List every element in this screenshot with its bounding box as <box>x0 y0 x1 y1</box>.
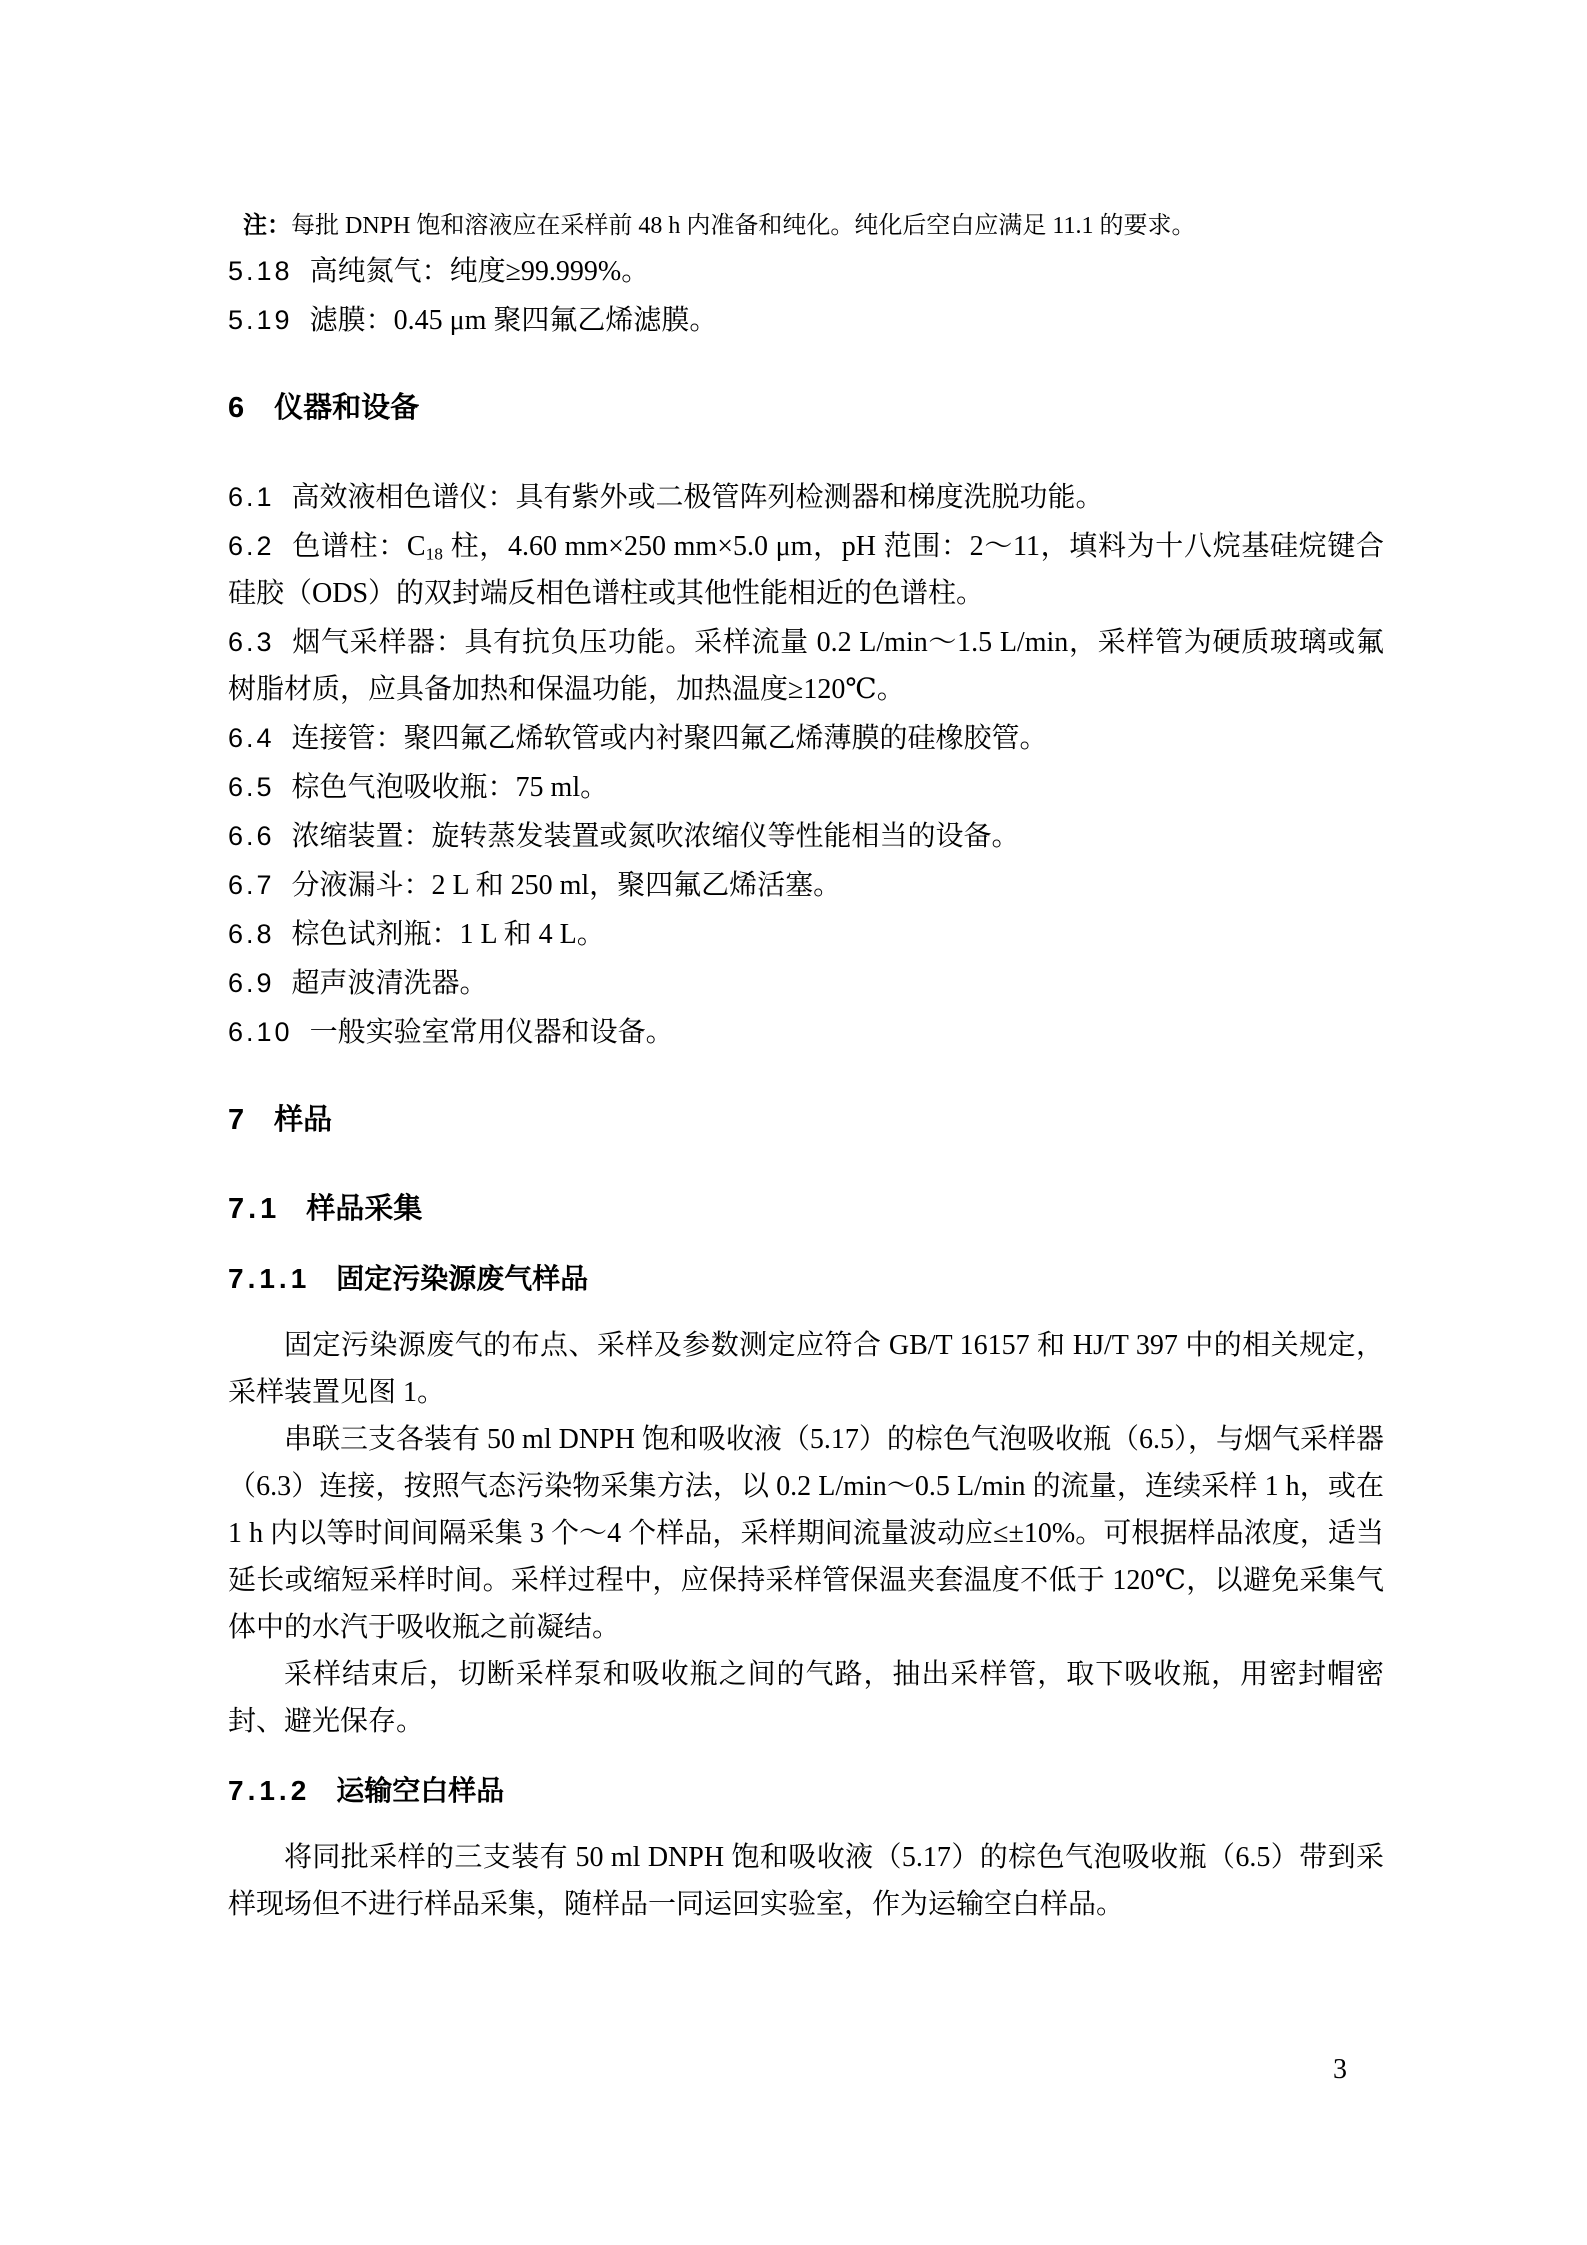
clause-text: 高纯氮气：纯度≥99.999%。 <box>309 256 650 287</box>
heading-title: 样品采集 <box>306 1193 423 1225</box>
clause-number: 6.2 <box>228 531 275 561</box>
note-label: 注： <box>243 213 291 239</box>
clause-text: 棕色试剂瓶：1 L 和 4 L。 <box>291 919 605 950</box>
document-content <box>228 204 1384 1928</box>
clause-number: 5.19 <box>228 305 293 335</box>
section-7-heading <box>228 1097 1384 1144</box>
clause-6-8 <box>228 911 1384 958</box>
heading-number: 7.1 <box>228 1193 281 1225</box>
section-7-1-2-heading <box>228 1767 1384 1814</box>
clause-number: 6.7 <box>228 870 275 900</box>
clause-text-prefix: 色谱柱：C <box>291 531 426 562</box>
chem-subscript: 18 <box>425 544 443 564</box>
clause-number: 6.9 <box>228 968 275 998</box>
clause-number: 6.5 <box>228 772 275 802</box>
heading-title: 仪器和设备 <box>274 392 420 424</box>
clause-6-1 <box>228 474 1384 521</box>
clause-text: 高效液相色谱仪：具有紫外或二极管阵列检测器和梯度洗脱功能。 <box>291 482 1104 513</box>
clause-text: 滤膜：0.45 μm 聚四氟乙烯滤膜。 <box>309 305 718 336</box>
heading-number: 7.1.1 <box>228 1263 311 1294</box>
clause-6-5 <box>228 764 1384 811</box>
body-paragraph: 采样结束后，切断采样泵和吸收瓶之间的气路，抽出采样管，取下吸收瓶，用密封帽密封、避光保存。 <box>228 1659 1384 1737</box>
clause-number: 6.4 <box>228 723 275 753</box>
body-paragraph: 固定污染源废气的布点、采样及参数测定应符合 GB/T 16157 和 HJ/T 397 中的相关规定，采样装置见图 1。 <box>228 1330 1384 1408</box>
clause-6-6 <box>228 813 1384 860</box>
clause-text: 连接管：聚四氟乙烯软管或内衬聚四氟乙烯薄膜的硅橡胶管。 <box>291 723 1048 754</box>
clause-number: 6.6 <box>228 821 275 851</box>
heading-number: 6 <box>228 392 249 424</box>
heading-number: 7.1.2 <box>228 1775 311 1806</box>
clause-6-10 <box>228 1009 1384 1056</box>
clause-6-7 <box>228 862 1384 909</box>
clause-6-4 <box>228 715 1384 762</box>
clause-text: 烟气采样器：具有抗负压功能。采样流量 0.2 L/min～1.5 L/min，采样管为硬质玻璃或氟树脂材质，应具备加热和保温功能，加热温度≥120℃。 <box>228 627 1384 705</box>
body-paragraph: 将同批采样的三支装有 50 ml DNPH 饱和吸收液（5.17）的棕色气泡吸收瓶（6.5）带到采样现场但不进行样品采集，随样品一同运回实验室，作为运输空白样品。 <box>228 1842 1384 1920</box>
heading-title: 样品 <box>274 1104 333 1136</box>
clause-6-9 <box>228 960 1384 1007</box>
section-6-heading <box>228 385 1384 432</box>
clause-text-suffix: 柱，4.60 mm×250 mm×5.0 μm，pH 范围：2～11，填料为十八烷基硅烷键合硅胶（ODS）的双封端反相色谱柱或其他性能相近的色谱柱。 <box>228 531 1384 609</box>
clause-number: 6.10 <box>228 1017 293 1047</box>
heading-number: 7 <box>228 1104 249 1136</box>
clause-6-2 <box>228 523 1384 617</box>
page-number: 3 <box>1333 2054 1347 2085</box>
clause-number: 6.1 <box>228 482 275 512</box>
clause-text: 浓缩装置：旋转蒸发装置或氮吹浓缩仪等性能相当的设备。 <box>291 821 1020 852</box>
note-text: 每批 DNPH 饱和溶液应在采样前 48 h 内准备和纯化。纯化后空白应满足 11.1 的要求。 <box>291 213 1196 239</box>
clause-number: 6.3 <box>228 627 275 657</box>
clause-text: 分液漏斗：2 L 和 250 ml，聚四氟乙烯活塞。 <box>291 870 842 901</box>
clause-text: 棕色气泡吸收瓶：75 ml。 <box>291 772 609 803</box>
heading-title: 固定污染源废气样品 <box>336 1263 589 1294</box>
clause-6-3 <box>228 619 1384 713</box>
clause-number: 5.18 <box>228 256 293 286</box>
clause-text: 一般实验室常用仪器和设备。 <box>309 1017 674 1048</box>
note-paragraph <box>228 204 1384 248</box>
clause-5-19 <box>228 297 1384 344</box>
clause-text: 超声波清洗器。 <box>291 968 488 999</box>
section-7-1-1-heading <box>228 1255 1384 1302</box>
clause-number: 6.8 <box>228 919 275 949</box>
body-paragraph: 串联三支各装有 50 ml DNPH 饱和吸收液（5.17）的棕色气泡吸收瓶（6.5），与烟气采样器（6.3）连接，按照气态污染物采集方法，以 0.2 L/min～0.5 L/min 的流量，连续采样 1 h，或在 1 h 内以等时间间隔采集 3 个～4 个样品，采样期间流量波动应≤±10%。可根据样品浓度，适当延长或缩短采样时间。采样过程中，应保持采样管保温夹套温度不低于 120℃，以避免采集气体中的水汽于吸收瓶之前凝结。 <box>228 1424 1384 1643</box>
heading-title: 运输空白样品 <box>336 1775 505 1806</box>
section-7-1-heading <box>228 1186 1384 1233</box>
clause-5-18 <box>228 248 1384 295</box>
